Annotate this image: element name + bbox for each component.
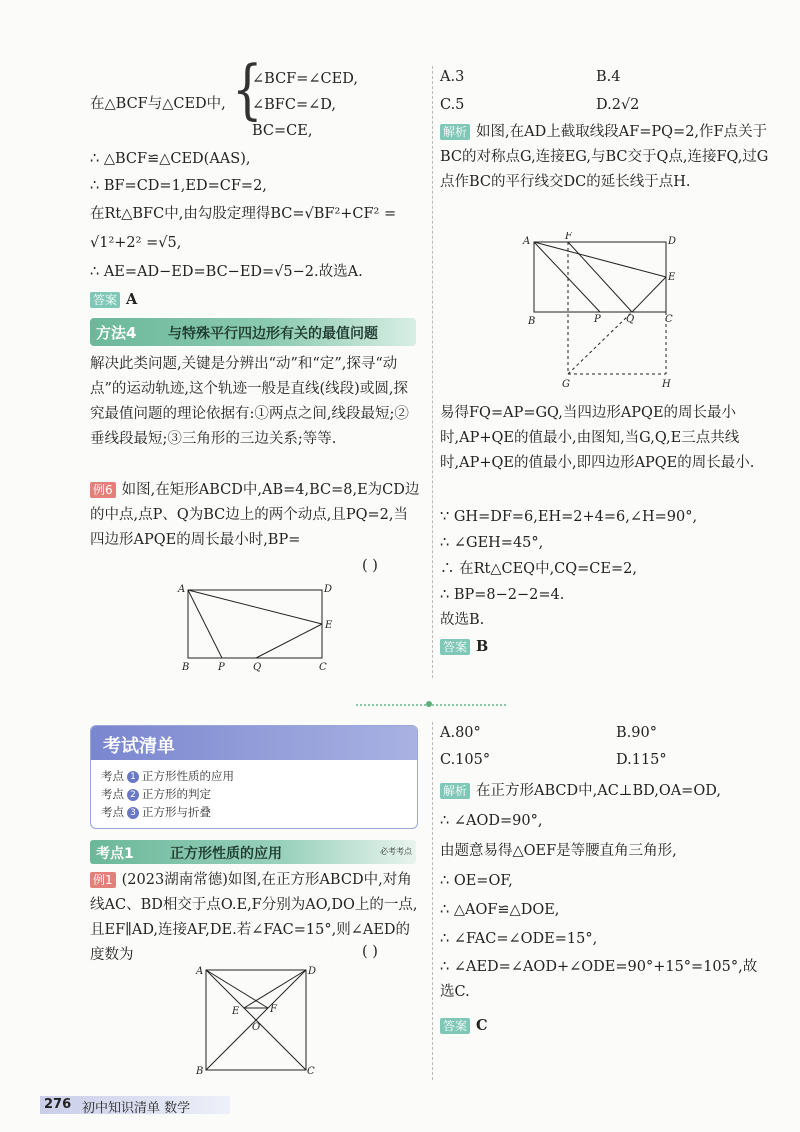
option2-C: C.105° xyxy=(440,752,491,768)
exam-list-header xyxy=(91,726,417,760)
fig6-label-E: E xyxy=(325,620,333,631)
fig-sol-label-G: G xyxy=(562,379,570,390)
fig-sol-label-B: B xyxy=(528,316,536,327)
method-banner xyxy=(90,318,416,346)
answer-tag: 答案 xyxy=(440,1018,470,1034)
fig6-label-B: B xyxy=(182,662,190,673)
proof-line-5: ∴ AE=AD−ED=BC−ED=√5−2.故选A. xyxy=(90,264,363,280)
jiexi-text: 如图,在AD上截取线段AF=PQ=2,作F点关于BC的对称点G,连接EG,与BC交于Q点,连接FQ,过G点作BC的平行线交DC的延长线于点H. xyxy=(440,124,769,190)
fig-sol-label-F: F xyxy=(565,232,572,242)
jiexi2-step-1: 在正方形ABCD中,AC⊥BD,OA=OD, xyxy=(476,783,721,799)
answer-value: A xyxy=(126,291,138,308)
method-title: 与特殊平行四边形有关的最值问题 xyxy=(168,326,378,342)
exam-list-item-2: 考点 2 正方形的判定 xyxy=(101,787,211,801)
solution-step-5: 故选B. xyxy=(440,612,485,628)
example6-text xyxy=(90,478,420,553)
fig6-label-P: P xyxy=(218,662,225,673)
option-D: D.2√2 xyxy=(596,97,640,113)
option2-A: A.80° xyxy=(440,725,481,741)
example1-tag: 例1 xyxy=(90,872,116,888)
example6-blank: ( ) xyxy=(362,558,378,574)
solution-step-3: ∴ 在Rt△CEQ中,CQ=CE=2, xyxy=(440,561,637,577)
fig1-label-D: D xyxy=(308,966,317,977)
method-label: 方法4 xyxy=(96,324,137,342)
exam-list-box xyxy=(90,725,418,829)
fig6-label-Q: Q xyxy=(253,662,262,673)
jiexi2-step-2: ∴ ∠AOD=90°, xyxy=(440,813,543,829)
system-brace: { xyxy=(232,52,263,128)
jiexi2-step-4: ∴ OE=OF, xyxy=(440,873,513,889)
kaodian-title: 正方形性质的应用 xyxy=(170,846,282,862)
fig-sol-label-Q: Q xyxy=(626,314,635,325)
answer-line-top-left xyxy=(90,290,137,310)
fig6-label-D: D xyxy=(324,584,333,595)
fig1-label-A: A xyxy=(196,966,204,977)
system-line-2: ∠BFC=∠D, xyxy=(252,97,336,113)
jiexi-top xyxy=(440,120,770,195)
fig-sol-label-A: A xyxy=(523,236,531,247)
system-lead: 在△BCF与△CED中, xyxy=(90,96,226,112)
proof-line-4: √1²+2² =√5, xyxy=(90,235,182,251)
option-A: A.3 xyxy=(440,69,465,85)
fig-sol-label-C: C xyxy=(665,314,673,325)
example1-blank: ( ) xyxy=(362,944,378,960)
solution-step-4: ∴ BP=8−2−2=4. xyxy=(440,587,565,603)
book-title: 初中知识清单 数学 xyxy=(82,1101,191,1116)
page-number: 276 xyxy=(44,1097,72,1112)
option-C: C.5 xyxy=(440,97,465,113)
option2-B: B.90° xyxy=(616,725,657,741)
figure-example6 xyxy=(176,580,336,676)
fig-sol-label-H: H xyxy=(662,379,671,390)
jiexi2-line-1 xyxy=(440,782,721,801)
fig1-label-F: F xyxy=(270,1004,277,1015)
jiexi2-step-3: 由题意易得△OEF是等腰直角三角形, xyxy=(440,843,677,859)
fig6-label-C: C xyxy=(319,662,327,673)
jiexi2-step-5: ∴ △AOF≌△DOE, xyxy=(440,902,560,918)
example6-tag: 例6 xyxy=(90,482,116,498)
jiexi-tag: 解析 xyxy=(440,124,470,140)
answer-value: B xyxy=(476,638,489,655)
exam-list-title: 考试清单 xyxy=(103,736,175,757)
answer-line-top-right xyxy=(440,637,488,657)
column-divider-top xyxy=(432,66,433,678)
answer-tag: 答案 xyxy=(440,639,470,655)
solution-step-2: ∴ ∠GEH=45°, xyxy=(440,535,544,551)
solution-step-1: ∵ GH=DF=6,EH=2+4=6,∠H=90°, xyxy=(440,509,698,525)
exam-list-item-3: 考点 3 正方形与折叠 xyxy=(101,805,211,819)
fig6-label-A: A xyxy=(178,584,186,595)
exam-list-item-1: 考点 1 正方形性质的应用 xyxy=(101,769,234,783)
fig1-label-C: C xyxy=(307,1066,315,1077)
answer-value: C xyxy=(476,1017,488,1034)
system-line-1: ∠BCF=∠CED, xyxy=(252,71,358,87)
figure-example1 xyxy=(194,962,324,1078)
method-body: 解决此类问题,关键是分辨出“动”和“定”,探寻“动点”的运动轨迹,这个轨迹一般是直线(线段)或圆,探究最值问题的理论依据有:①两点之间,线段最短;②垂线段最短;③三角形的三边关系;等等. xyxy=(90,356,409,447)
fig1-label-E: E xyxy=(232,1006,240,1017)
fig-sol-label-D: D xyxy=(668,236,677,247)
example1-question: (2023湖南常德)如图,在正方形ABCD中,对角线AC、BD相交于点O.E,F分别为AO,DO上的一点,且EF∥AD,连接AF,DE.若∠FAC=15°,则∠AED的度数为 xyxy=(90,872,418,963)
jiexi2-step-7: ∴ ∠AED=∠AOD+∠ODE=90°+15°=105°,故选C. xyxy=(440,959,758,1000)
kaodian-label: 考点1 xyxy=(96,846,134,862)
solution-para-2: 易得FQ=AP=GQ,当四边形APQE的周长最小时,AP+QE的值最小,由图知,当G,Q,E三点共线时,AP+QE的值最小,即四边形APQE的周长最小. xyxy=(440,405,755,471)
figure-solution6 xyxy=(520,232,685,392)
fig-sol-label-E: E xyxy=(668,272,676,283)
system-line-3: BC=CE, xyxy=(252,123,313,139)
proof-line-2: ∴ BF=CD=1,ED=CF=2, xyxy=(90,178,267,194)
section-divider-dot xyxy=(426,701,432,707)
answer-line-bottom-right xyxy=(440,1016,488,1036)
answer-tag: 答案 xyxy=(90,292,120,308)
proof-line-1: ∴ △BCF≌△CED(AAS), xyxy=(90,151,251,167)
fig-sol-label-P: P xyxy=(594,314,601,325)
column-divider-bottom xyxy=(432,722,433,1080)
proof-line-3: 在Rt△BFC中,由勾股定理得BC=√BF²+CF² = xyxy=(90,206,397,222)
example6-question: 如图,在矩形ABCD中,AB=4,BC=8,E为CD边的中点,点P、Q为BC边上的两个动点,且PQ=2,当四边形APQE的周长最小时,BP= xyxy=(90,482,420,548)
option-B: B.4 xyxy=(596,69,621,85)
kaodian-note: 必考考点 xyxy=(380,847,412,856)
jiexi2-tag: 解析 xyxy=(440,783,470,799)
fig1-label-B: B xyxy=(196,1066,204,1077)
fig1-label-O: O xyxy=(252,1022,261,1033)
jiexi2-step-6: ∴ ∠FAC=∠ODE=15°, xyxy=(440,931,598,947)
option2-D: D.115° xyxy=(616,752,667,768)
kaodian-banner xyxy=(90,840,416,864)
